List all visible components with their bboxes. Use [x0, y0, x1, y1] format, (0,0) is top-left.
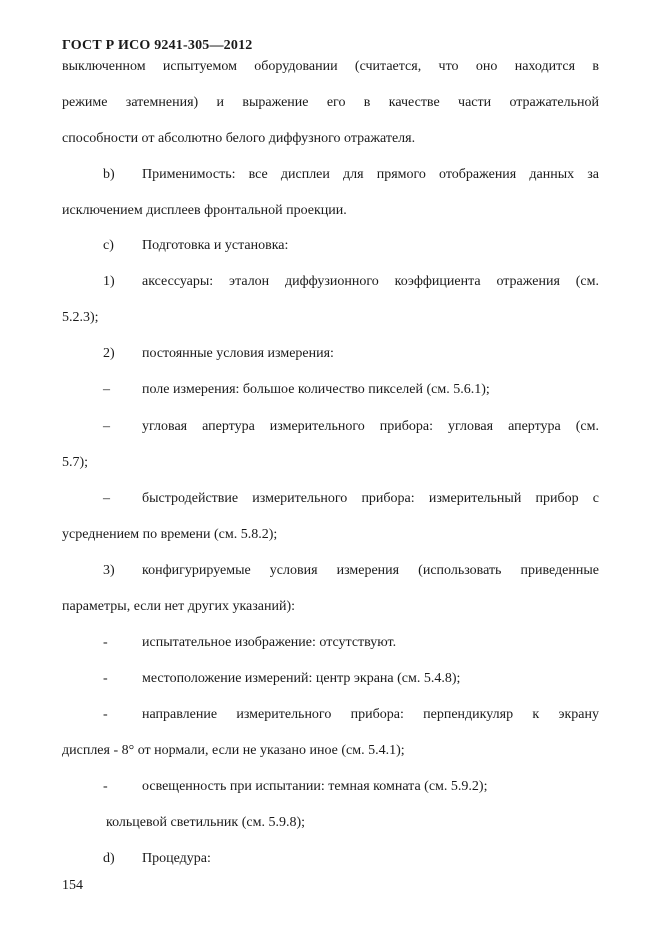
paragraph-line: режиме затемнения) и выражение его в качестве части отражательной: [62, 95, 599, 110]
list-item-text: местоположение измерений: центр экрана (см. 5.4.8);: [142, 671, 461, 686]
list-marker: –: [103, 382, 110, 397]
list-item-continuation: исключением дисплеев фронтальной проекции.: [62, 203, 347, 218]
list-item-text: конфигурируемые условия измерения (использовать приведенные: [142, 563, 599, 578]
list-item-text: поле измерения: большое количество пикселей (см. 5.6.1);: [142, 382, 490, 397]
list-marker: –: [103, 491, 110, 506]
list-item-continuation: усреднением по времени (см. 5.8.2);: [62, 527, 278, 542]
list-item-continuation: параметры, если нет других указаний):: [62, 599, 296, 614]
list-marker: -: [103, 635, 108, 650]
list-marker: c): [103, 238, 114, 253]
list-item-text: угловая апертура измерительного прибора: угловая апертура (см.: [142, 419, 599, 434]
list-item-text: испытательное изображение: отсутствуют.: [142, 635, 397, 650]
list-marker: 3): [103, 563, 115, 578]
list-item-text: кольцевой светильник (см. 5.9.8);: [106, 815, 306, 830]
list-item-continuation: 5.7);: [62, 455, 89, 470]
list-item-text: направление измерительного прибора: перпендикуляр к экрану: [142, 707, 599, 722]
list-marker: -: [103, 707, 108, 722]
list-item-text: постоянные условия измерения:: [142, 346, 334, 361]
list-item-text: Подготовка и установка:: [142, 238, 289, 253]
list-marker: d): [103, 851, 115, 866]
list-marker: 2): [103, 346, 115, 361]
paragraph-line: способности от абсолютно белого диффузного отражателя.: [62, 131, 416, 146]
list-marker: 1): [103, 274, 115, 289]
list-marker: –: [103, 419, 110, 434]
list-item-continuation: 5.2.3);: [62, 310, 99, 325]
list-marker: b): [103, 167, 115, 182]
list-item-text: освещенность при испытании: темная комната (см. 5.9.2);: [142, 779, 488, 794]
list-item-text: аксессуары: эталон диффузионного коэффициента отражения (см.: [142, 274, 599, 289]
list-marker: -: [103, 671, 108, 686]
list-item-continuation: дисплея - 8° от нормали, если не указано иное (см. 5.4.1);: [62, 743, 405, 758]
list-marker: -: [103, 779, 108, 794]
paragraph-line: выключенном испытуемом оборудовании (считается, что оно находится в: [62, 59, 599, 74]
list-item-text: Процедура:: [142, 851, 211, 866]
list-item-text: Применимость: все дисплеи для прямого отображения данных за: [142, 167, 599, 182]
document-header: ГОСТ Р ИСО 9241-305—2012: [62, 38, 253, 53]
list-item-text: быстродействие измерительного прибора: измерительный прибор с: [142, 491, 599, 506]
page-number: 154: [62, 878, 83, 893]
